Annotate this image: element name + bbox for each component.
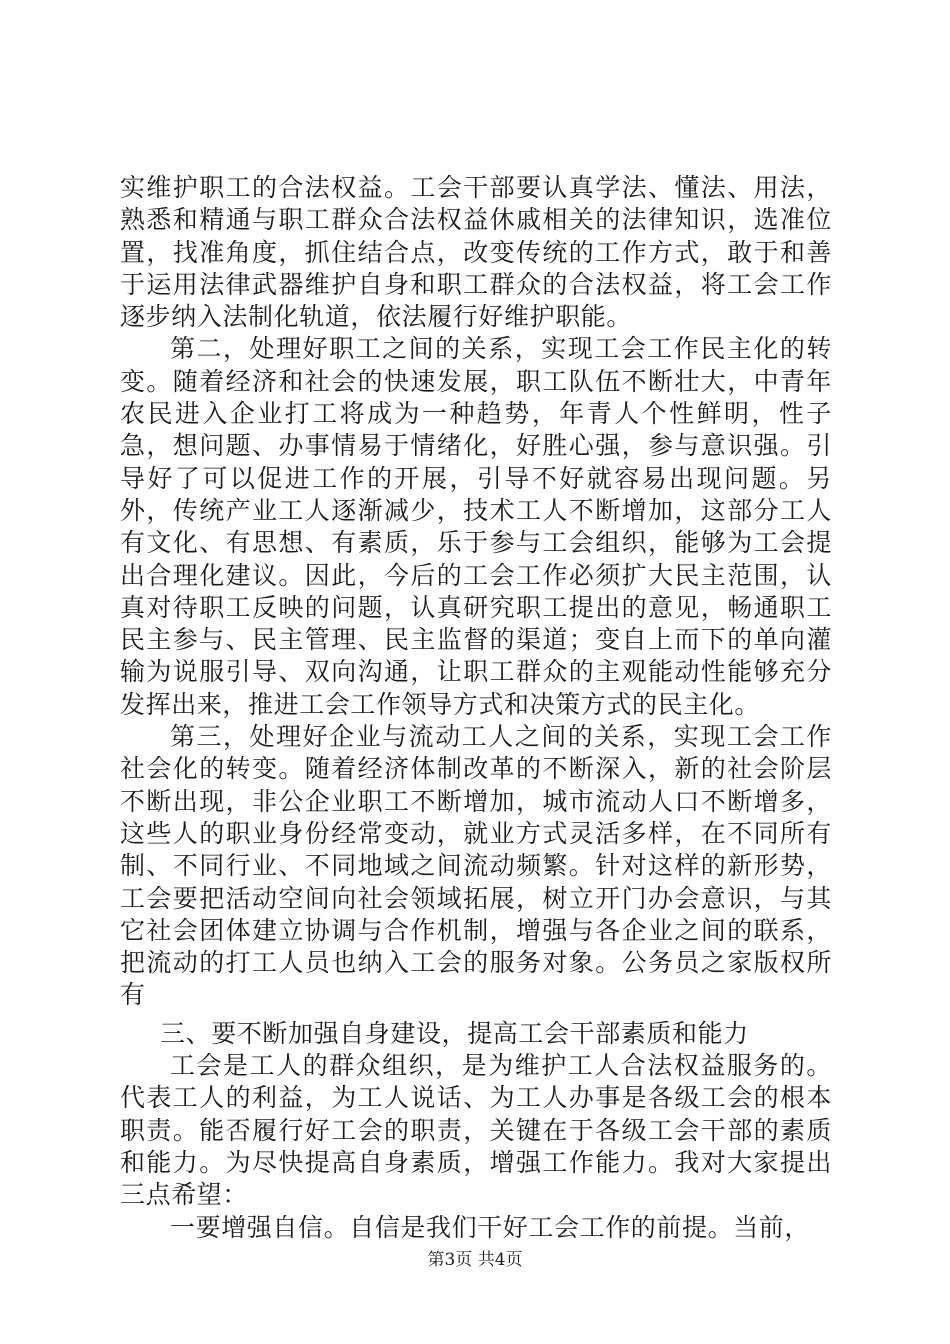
section-heading: 三、要不断加强自身建设，提高工会干部素质和能力 xyxy=(160,1018,749,1048)
page-footer: 第3页 共4页 xyxy=(427,1250,523,1270)
paragraph-1: 实维护职工的合法权益。工会干部要认真学法、懂法、用法，熟悉和精通与职工群众合法权益休戚相关的法律知识，选准位置，找准角度，抓住结合点，改变传统的工作方式，敢于和善于运用法律武器维护自身和职工群众的合法权益，将工会工作逐步纳入法制化轨道，依法履行好维护职能。 xyxy=(120,173,832,332)
paragraph-4: 工会是工人的群众组织，是为维护工人合法权益服务的。代表工人的利益，为工人说话、为工人办事是各级工会的根本职责。能否履行好工会的职责，关键在于各级工会干部的素质和能力。为尽快提高自身素质，增强工作能力。我对大家提出三点希望： xyxy=(120,1051,832,1210)
document-body xyxy=(120,172,832,1244)
paragraph-2: 第二，处理好职工之间的关系，实现工会工作民主化的转变。随着经济和社会的快速发展，职工队伍不断壮大，中青年农民进入企业打工将成为一种趋势，年青人个性鲜明，性子急，想问题、办事情易于情绪化，好胜心强，参与意识强。引导好了可以促进工作的开展，引导不好就容易出现问题。另外，传统产业工人逐渐减少，技术工人不断增加，这部分工人有文化、有思想、有素质，乐于参与工会组织，能够为工会提出合理化建议。因此，今后的工会工作必须扩大民主范围，认真对待职工反映的问题，认真研究职工提出的意见，畅通职工民主参与、民主管理、民主监督的渠道；变自上而下的单向灌输为说服引导、双向沟通，让职工群众的主观能动性能够充分发挥出来，推进工会工作领导方式和决策方式的民主化。 xyxy=(120,334,832,719)
paragraph-3: 第三，处理好企业与流动工人之间的关系，实现工会工作社会化的转变。随着经济体制改革的不断深入，新的社会阶层不断出现，非公企业职工不断增加，城市流动人口不断增多，这些人的职业身份经常变动，就业方式灵活多样，在不同所有制、不同行业、不同地域之间流动频繁。针对这样的新形势，工会要把活动空间向社会领域拓展，树立开门办会意识，与其它社会团体建立协调与合作机制，增强与各企业之间的联系，把流动的打工人员也纳入工会的服务对象。公务员之家版权所有 xyxy=(120,722,832,1010)
paragraph-5: 一要增强自信。自信是我们干好工会工作的前提。当前， xyxy=(170,1212,811,1242)
